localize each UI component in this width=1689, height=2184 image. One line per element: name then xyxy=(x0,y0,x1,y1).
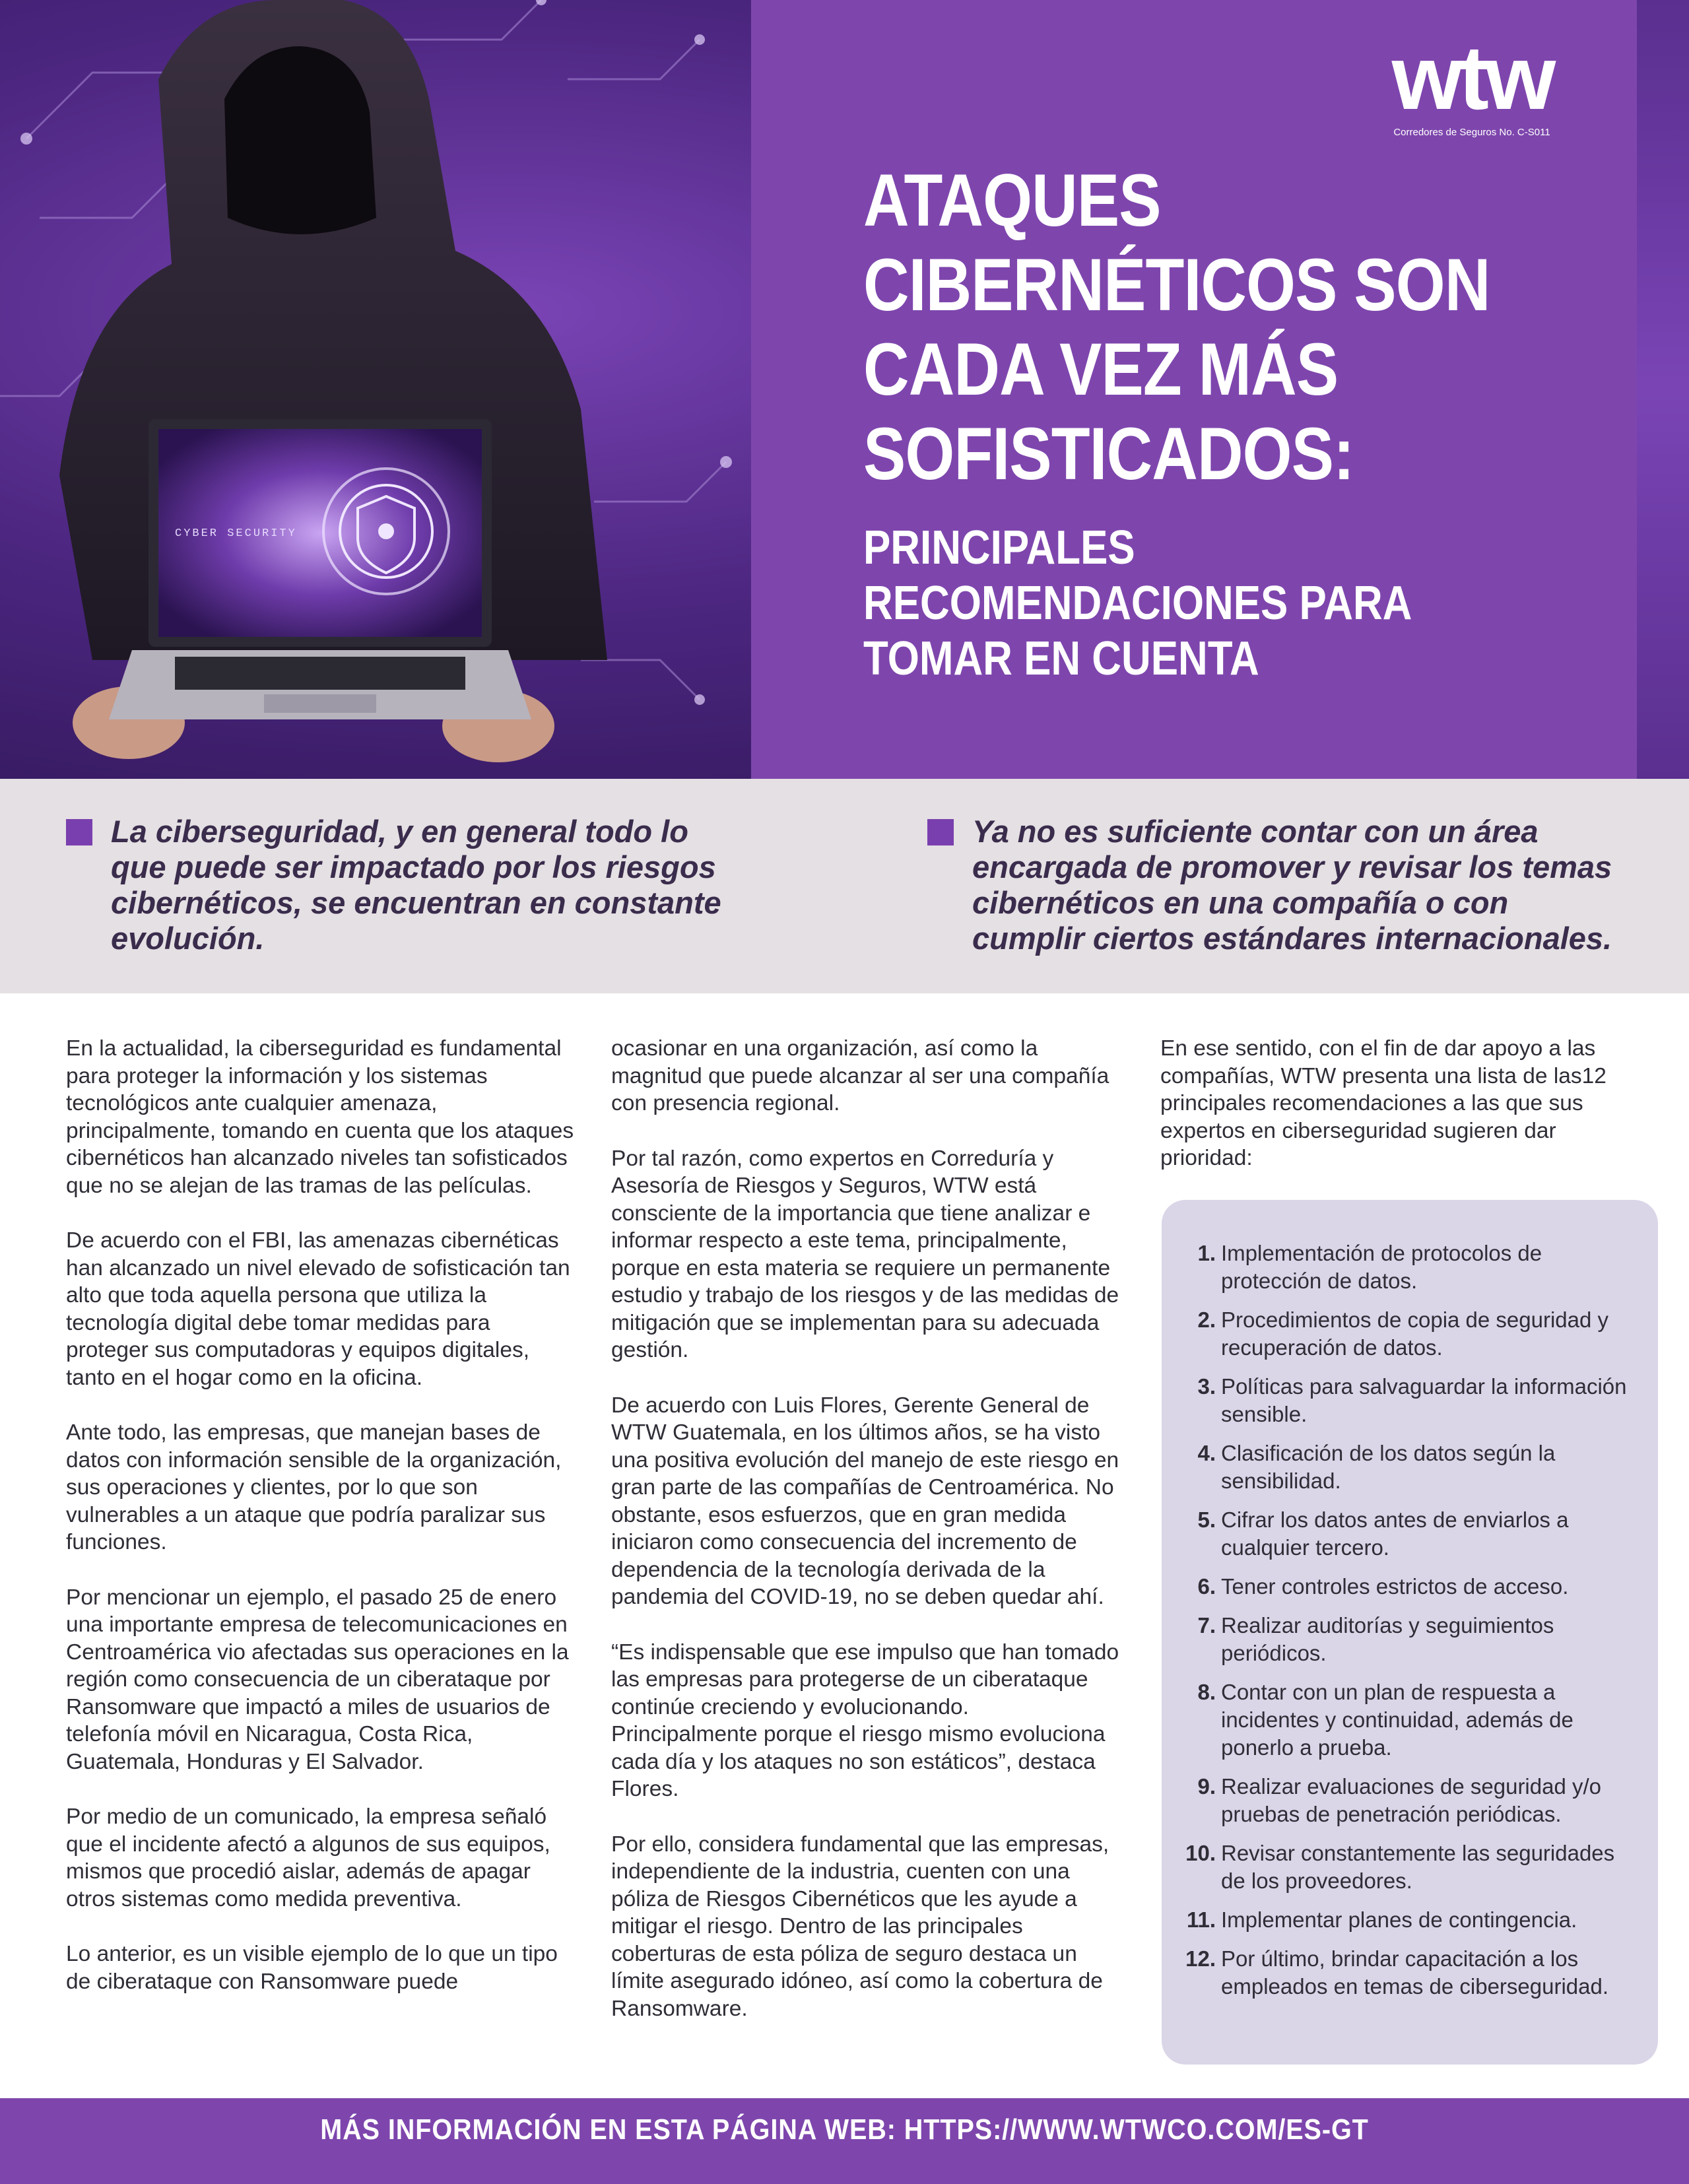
item-number: 5. xyxy=(1197,1507,1216,1532)
item-text: Contar con un plan de respuesta a incidentes y continuidad, además de ponerlo a prueba. xyxy=(1221,1680,1573,1760)
item-text: Revisar constantemente las seguridades de los proveedores. xyxy=(1221,1841,1615,1893)
paragraph: Ante todo, las empresas, que manejan bases de datos con información sensible de la organización, sus operaciones y clientes, por lo que son vulnerables a un ataque que podría paralizar sus funciones. xyxy=(66,1420,562,1554)
item-number: 1. xyxy=(1197,1241,1216,1265)
callout-right xyxy=(927,814,1627,956)
paragraph: En la actualidad, la ciberseguridad es fundamental para proteger la información y los sistemas tecnológicos ante cualquier amenaza, principalmente, tomando en cuenta que los ataques cibernéticos han alcanzado niveles tan sofisticados que no se alejan de las tramas de las películas. xyxy=(66,1036,574,1198)
list-item xyxy=(1181,1240,1643,1295)
title-line: SOFISTICADOS: xyxy=(863,413,1354,495)
paragraph: De acuerdo con el FBI, las amenazas cibernéticas han alcanzado un nivel elevado de sofisticación tan alto que toda aquella persona que utiliza la tecnología digital debe tomar medidas para proteger sus computadoras y equipos digitales, tanto en el hogar como en la oficina. xyxy=(66,1228,570,1390)
item-text: Procedimientos de copia de seguridad y recuperación de datos. xyxy=(1221,1307,1609,1360)
callout-left xyxy=(66,814,726,956)
wtw-logo: wtw xyxy=(1391,27,1552,129)
list-item xyxy=(1181,1373,1643,1428)
item-number: 9. xyxy=(1197,1774,1216,1799)
list-item xyxy=(1181,1439,1643,1495)
item-number: 10. xyxy=(1185,1841,1216,1865)
recommendations-intro: En ese sentido, con el fin de dar apoyo a las compañías, WTW presenta una lista de las12 principales recomendaciones a las que sus expertos en ciberseguridad sugieren dar prioridad: xyxy=(1160,1036,1606,1170)
paragraph: Por tal razón, como expertos en Correduría y Asesoría de Riesgos y Seguros, WTW está consciente de la importancia que tiene analizar e informar respecto a este tema, principalmente, porque en esta materia se requiere un permanente estudio y trabajo de los riesgos y de las medidas de mitigación que se implementan para su adecuada gestión. xyxy=(611,1146,1119,1362)
list-item xyxy=(1181,1306,1643,1362)
title-line: CADA VEZ MÁS xyxy=(863,328,1339,411)
list-item xyxy=(1181,1506,1643,1562)
item-text: Por último, brindar capacitación a los empleados en temas de ciberseguridad. xyxy=(1221,1946,1609,1999)
body-column-2 xyxy=(611,1035,1119,2050)
item-number: 4. xyxy=(1197,1441,1216,1465)
title-line: ATAQUES xyxy=(863,159,1161,242)
item-text: Implementación de protocolos de protección de datos. xyxy=(1221,1241,1542,1293)
callout-text: La ciberseguridad, y en general todo lo que puede ser impactado por los riesgos cibernéticos, se encuentran en constante evolución. xyxy=(111,814,721,956)
item-text: Realizar auditorías y seguimientos periódicos. xyxy=(1221,1613,1554,1665)
list-item xyxy=(1181,1612,1643,1667)
page-title xyxy=(863,158,1505,496)
recommendations-list xyxy=(1181,1240,1643,2012)
paragraph: “Es indispensable que ese impulso que han tomado las empresas para protegerse de un ciberataque continúe creciendo y evolucionando. Principalmente porque el riesgo mismo evoluciona cada día y los ataques no son estáticos”, destaca Flores. xyxy=(611,1639,1119,1801)
item-number: 12. xyxy=(1185,1946,1216,1971)
paragraph: Por medio de un comunicado, la empresa señaló que el incidente afectó a algunos de sus equipos, mismos que procedió aislar, además de apagar otros sistemas como medida preventiva. xyxy=(66,1804,550,1911)
body-column-1 xyxy=(66,1035,574,2023)
laptop-screen-text: CYBER SECURITY xyxy=(175,527,297,540)
item-number: 7. xyxy=(1197,1613,1216,1638)
paragraph: Lo anterior, es un visible ejemplo de lo que un tipo de ciberataque con Ransomware puede xyxy=(66,1942,558,1994)
square-bullet-icon xyxy=(66,819,92,845)
hacker-with-laptop-image xyxy=(0,0,751,779)
item-number: 3. xyxy=(1197,1374,1216,1399)
body-column-3 xyxy=(1160,1035,1622,1200)
item-text: Cifrar los datos antes de enviarlos a cualquier tercero. xyxy=(1221,1507,1569,1560)
subtitle-line: PRINCIPALES xyxy=(863,521,1135,574)
list-item xyxy=(1181,1906,1643,1934)
list-item xyxy=(1181,1678,1643,1762)
item-number: 11. xyxy=(1186,1907,1216,1932)
item-number: 2. xyxy=(1197,1307,1216,1332)
paragraph: De acuerdo con Luis Flores, Gerente General de WTW Guatemala, en los últimos años, se ha visto una positiva evolución del manejo de este riesgo en gran parte de las compañías de Centroamérica. No obstante, esos esfuerzos, que en gran medida iniciaron como consecuencia del incremento de dependencia de la tecnología derivada de la pandemia del COVID-19, no se deben quedar ahí. xyxy=(611,1393,1119,1609)
broker-license-text: Corredores de Seguros No. C-S011 xyxy=(1393,127,1550,138)
title-line: CIBERNÉTICOS SON xyxy=(863,244,1490,326)
list-item xyxy=(1181,1573,1643,1601)
item-text: Tener controles estrictos de acceso. xyxy=(1221,1574,1569,1599)
item-number: 6. xyxy=(1197,1574,1216,1599)
hero-right-edge xyxy=(1637,0,1689,779)
item-text: Políticas para salvaguardar la información sensible. xyxy=(1221,1374,1627,1426)
item-text: Implementar planes de contingencia. xyxy=(1221,1907,1577,1932)
subtitle-line: TOMAR EN CUENTA xyxy=(863,632,1259,685)
subtitle-line: RECOMENDACIONES PARA xyxy=(863,577,1412,630)
footer-website-link[interactable]: MÁS INFORMACIÓN EN ESTA PÁGINA WEB: HTTPS://WWW.WTWCO.COM/ES-GT xyxy=(320,2113,1369,2146)
list-item xyxy=(1181,1945,1643,2001)
page-subtitle xyxy=(863,520,1505,686)
item-number: 8. xyxy=(1197,1680,1216,1704)
item-text: Realizar evaluaciones de seguridad y/o pruebas de penetración periódicas. xyxy=(1221,1774,1602,1826)
item-text: Clasificación de los datos según la sensibilidad. xyxy=(1221,1441,1556,1493)
list-item xyxy=(1181,1839,1643,1895)
square-bullet-icon xyxy=(927,819,954,845)
paragraph: ocasionar en una organización, así como la magnitud que puede alcanzar al ser una compañía con presencia regional. xyxy=(611,1036,1109,1115)
paragraph: Por ello, considera fundamental que las empresas, independiente de la industria, cuenten con una póliza de Riesgos Cibernéticos que les ayude a mitigar el riesgo. Dentro de las principales coberturas de esta póliza de seguro destaca un límite asegurado idóneo, así como la cobertura de Ransomware. xyxy=(611,1832,1109,2021)
callout-text: Ya no es suficiente contar con un área encargada de promover y revisar los temas cibernéticos en una compañía o con cumplir ciertos estándares internacionales. xyxy=(972,814,1612,956)
list-item xyxy=(1181,1773,1643,1828)
paragraph: Por mencionar un ejemplo, el pasado 25 de enero una importante empresa de telecomunicaciones en Centroamérica vio afectadas sus operaciones en la región como consecuencia de un ciberataque por Ransomware que impactó a miles de usuarios de telefonía móvil en Nicaragua, Costa Rica, Guatemala, Honduras y El Salvador. xyxy=(66,1585,569,1774)
